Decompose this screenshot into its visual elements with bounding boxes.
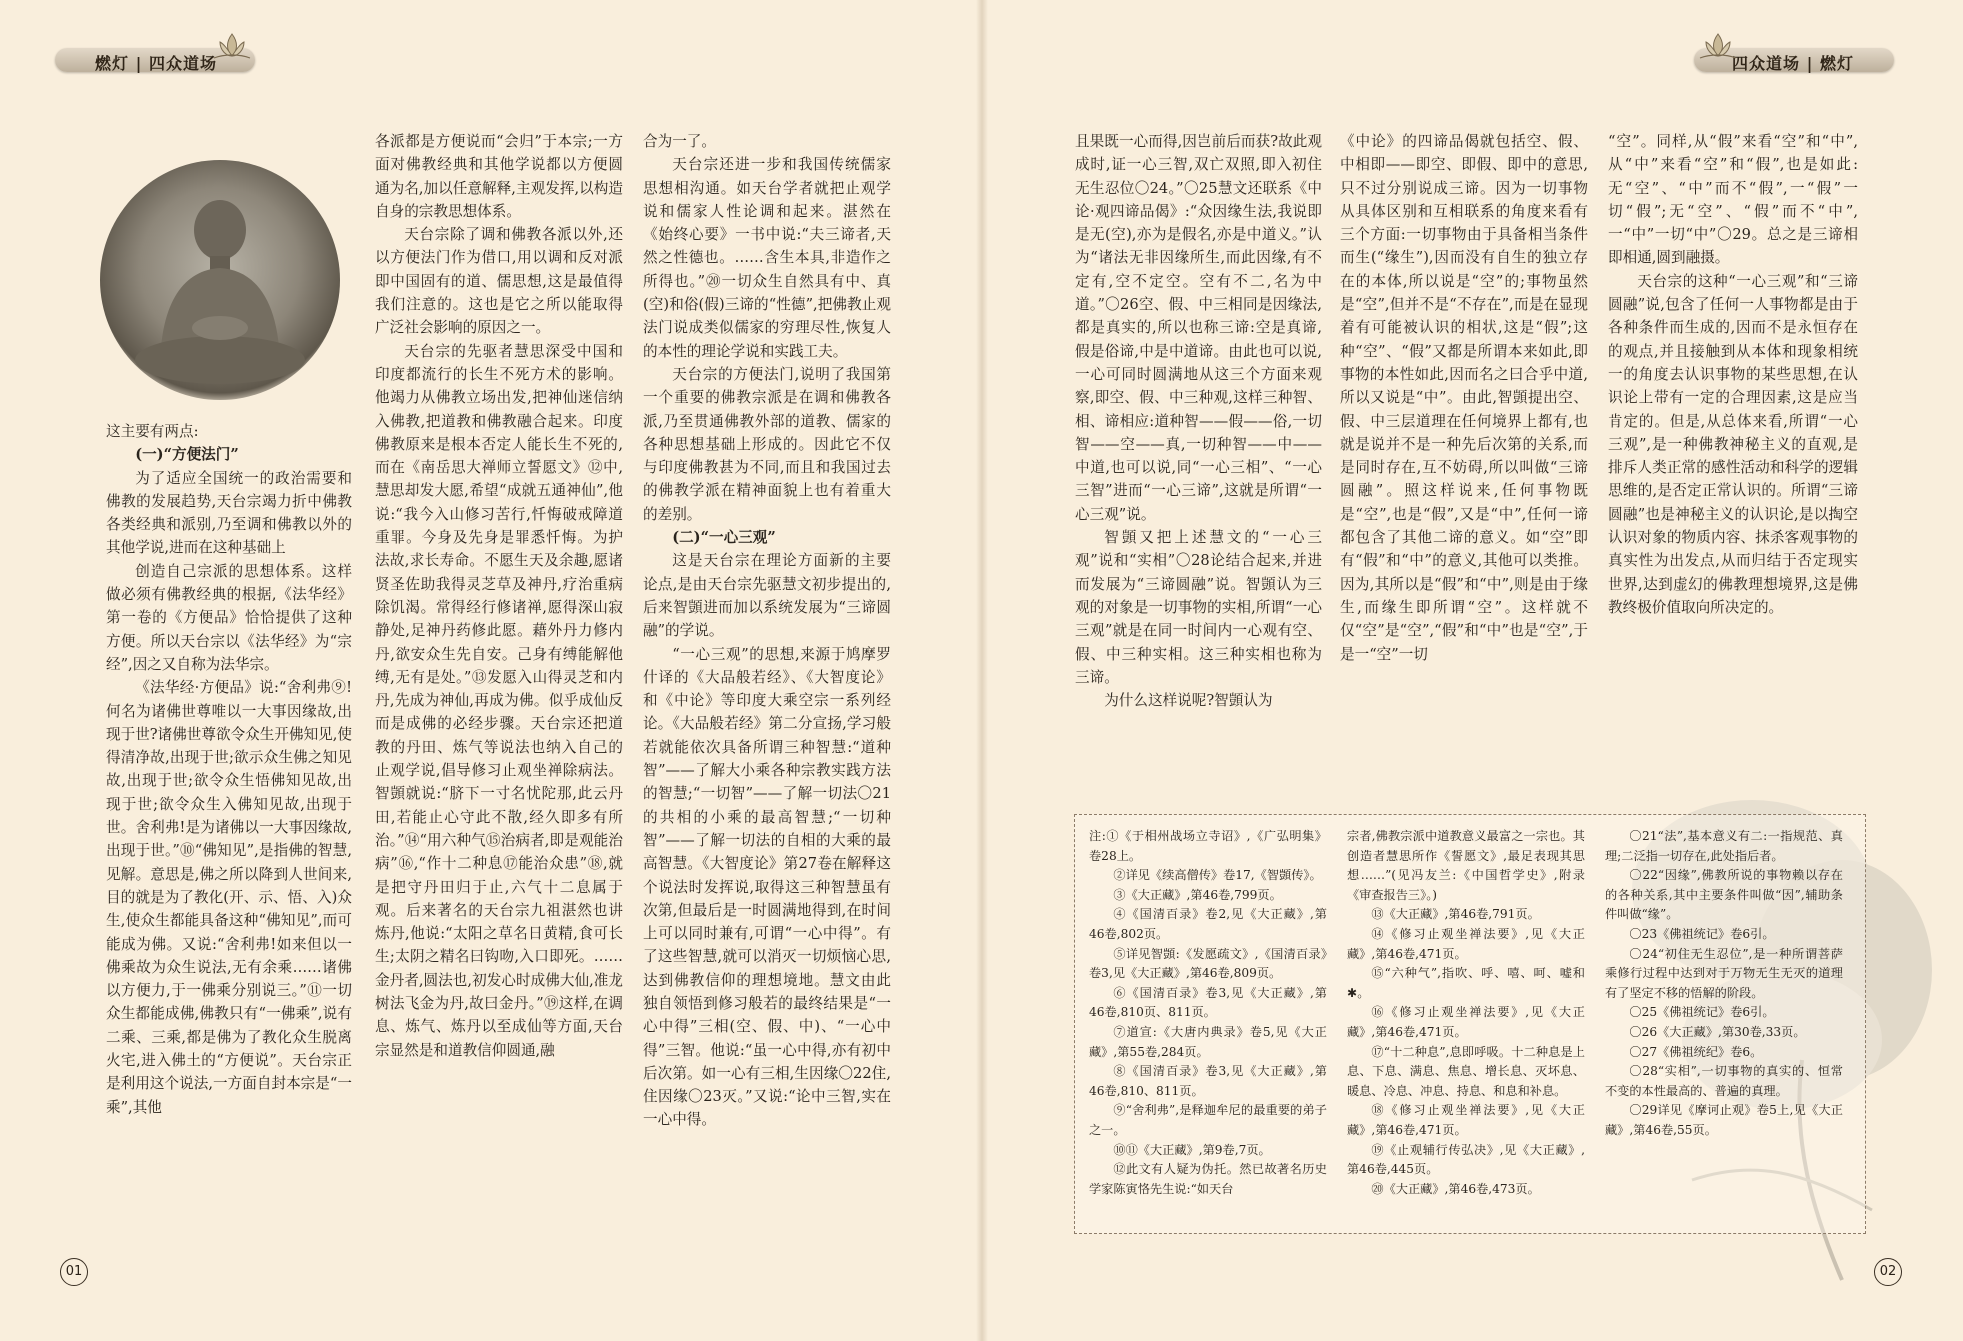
footnote: ③《大正藏》,第46卷,799页。 — [1113, 887, 1282, 902]
footnote: 〇25《佛祖统记》卷6引。 — [1629, 1005, 1775, 1020]
footnote: 〇27《佛祖统纪》卷6。 — [1629, 1044, 1763, 1059]
footnote: ⑯《修习止观坐禅法要》,见《大正藏》,第46卷,471页。 — [1347, 1005, 1585, 1039]
footnote: 〇23《佛祖统记》卷6引。 — [1629, 926, 1775, 941]
footnote: ⑳《大正藏》,第46卷,473页。 — [1371, 1181, 1540, 1196]
footnote: 〇22“因缘”,佛教所说的事物赖以存在的各种关系,其中主要条件叫做“因”,辅助条件叫做“缘”。 — [1605, 868, 1843, 922]
footnote: ⑤详见智顗:《发愿疏文》,《国清百录》卷3,见《大正藏》,第46卷,809页。 — [1089, 946, 1327, 981]
text-column-a — [106, 420, 352, 1119]
paragraph: 合为一了。 — [643, 133, 716, 150]
footnote: ②详见《续高僧传》卷17,《智顗传》。 — [1113, 868, 1322, 883]
paragraph: 天台宗的这种“一心三观”和“三谛圆融”说,包含了任何一人事物都是由于各种条件而生成的,因而不是永恒存在的观点,并且接触到从本体和现象相统一的角度去认识事物的某些思想,在认识论上带有一定的合理因素,这是应当肯定的。但是,从总体来看,所谓“一心三观”,是一种佛教神秘主义的直观,是排斥人类正常的感性活动和科学的逻辑思维的,是否定正常认识的。所谓“三谛圆融”也是神秘主义的认识论,是以掏空认识对象的物质内容、抹杀客观事物的真实性为出发点,从而归结于否定现实世界,达到虚幻的佛教理想境界,这是佛教终极价值取向所决定的。 — [1608, 272, 1858, 616]
footnote: 〇21“法”,基本意义有二:一指规范、真理;二泛指一切存在,此处指后者。 — [1605, 829, 1843, 863]
text-column-d — [1075, 130, 1322, 712]
paragraph: “空”。同样,从“假”来看“空”和“中”,从“中”来看“空”和“假”,也是如此:无“空”、“中”而不“假”,一“假”一切“假”;无“空”、“假”而不“中”,一“中”一切“中”〇29。总之是三谛相即相通,圆到融摄。 — [1608, 133, 1858, 267]
header-title-left: 燃灯 | 四众道场 — [95, 54, 217, 73]
footnote: ⑩⑪《大正藏》,第9卷,7页。 — [1113, 1142, 1271, 1157]
page-number-left: 01 — [60, 1258, 88, 1286]
footnote: ⑲《止观辅行传弘决》,见《大正藏》,第46卷,445页。 — [1347, 1142, 1585, 1177]
footnote: ⑬《大正藏》,第46卷,791页。 — [1371, 907, 1540, 922]
paragraph: 为什么这样说呢?智顗认为 — [1104, 692, 1273, 710]
footnotes-column-1 — [1089, 827, 1327, 1199]
lotus-ornament-icon — [212, 30, 252, 62]
section-heading: (一)“方便法门” — [135, 446, 239, 464]
paragraph: 这是天台宗在理论方面新的主要论点,是由天台宗先驱慧文初步提出的,后来智顗进而加以系统发展为“三谛圆融”的学说。 — [643, 552, 891, 640]
footnote: 〇28“实相”,一切事物的真实的、恒常不变的本性最高的、普遍的真理。 — [1605, 1064, 1843, 1098]
footnote: ⑦道宣:《大唐内典录》卷5,见《大正藏》,第55卷,284页。 — [1089, 1024, 1327, 1059]
footnote: 〇29详见《摩诃止观》卷5上,见《大正藏》,第46卷,55页。 — [1605, 1103, 1843, 1137]
paragraph: 创造自己宗派的思想体系。这样做必须有佛教经典的根据,《法华经》第一卷的《方便品》恰恰提供了这种方便。所以天台宗以《法华经》为“宗经”,因之又自称为法华宗。 — [106, 562, 352, 673]
footnotes-column-3 — [1605, 827, 1843, 1141]
footnote: ⑧《国清百录》卷3,见《大正藏》,第46卷,810、811页。 — [1089, 1064, 1327, 1098]
text-column-c — [643, 130, 891, 1132]
footnote: ⑱《修习止观坐禅法要》,见《大正藏》,第46卷,471页。 — [1347, 1103, 1585, 1137]
footnote: ⑥《国清百录》卷3,见《大正藏》,第46卷,810页、811页。 — [1089, 985, 1327, 1020]
paragraph: 为了适应全国统一的政治需要和佛教的发展趋势,天台宗竭力折中佛教各类经典和派别,乃至调和佛教以外的其他学说,进而在这种基础上 — [106, 469, 352, 557]
header-title-right: 四众道场 | 燃灯 — [1732, 54, 1854, 73]
lotus-ornament-icon — [1698, 30, 1738, 62]
paragraph: 各派都是方便说而“会归”于本宗;一方面对佛教经典和其他学说都以方便圆通为名,加以任意解释,主观发挥,以构造自身的宗教思想体系。 — [375, 133, 623, 220]
statue-photo — [100, 160, 340, 400]
right-page — [982, 0, 1963, 1341]
page-number-right: 02 — [1874, 1258, 1902, 1286]
footnote: ⑮“六种气”,指吹、呼、嘻、呵、嘘和✱。 — [1347, 966, 1585, 1000]
paragraph: 《法华经·方便品》说:“舍利弗⑨!何名为诸佛世尊唯以一大事因缘故,出现于世?诸佛世尊欲令众生开佛知见,使得清净故,出现于世;欲示众生佛之知见故,出现于世;欲令众生悟佛知见故,出现于世;欲令众生入佛知见故,出现于世。舍利弗!是为诸佛以一大事因缘故,出现于世。”⑩“佛知见”,是指佛的智慧,见解。意思是,佛之所以降到人世间来,目的就是为了教化(开、示、悟、入)众生,使众生都能具备这种“佛知见”,而可能成为佛。又说:“舍利弗!如来但以一佛乘故为众生说法,无有余乘……诸佛以方便力,于一佛乘分别说三。”⑪一切众生都能成佛,佛教只有“一佛乘”,说有二乘、三乘,都是佛为了教化众生脱离火宅,进入佛土的“方便说”。天台宗正是利用这个说法,一方面自封本宗是“一乘”,其他 — [106, 679, 352, 1116]
paragraph: 《中论》的四谛品偈就包括空、假、中相即——即空、即假、即中的意思,只不过分别说成三谛。因为一切事物从具体区别和互相联系的角度来看有三个方面:一切事物由于具备相当条件而生(“缘生”),因而没有自生的独立存在的本体,所以说是“空”的;事物虽然是“空”,但并不是“不存在”,而是在显现着有可能被认识的相状,这是“假”;这种“空”、“假”又都是所谓本来如此,即事物的本性如此,因而名之曰合乎中道,所以又说是“中”。由此,智顗提出空、假、中三层道理在任何境界上都有,也就是说并不是一种先后次第的关系,而是同时存在,互不妨碍,所以叫做“三谛圆融”。照这样说来,任何事物既是“空”,也是“假”,又是“中”,任何一谛都包含了其他二谛的意义。如“空”即有“假”和“中”的意义,其他可以类推。因为,其所以是“假”和“中”,则是由于缘生,而缘生即所谓“空”。这样就不仅“空”是“空”,“假”和“中”也是“空”,于是一“空”一切 — [1340, 133, 1588, 663]
section-heading: (二)“一心三观” — [672, 529, 776, 547]
text-column-b — [375, 130, 623, 1062]
text-column-e — [1340, 130, 1588, 666]
footnotes-column-2 — [1347, 827, 1585, 1199]
buddha-statue-drawing — [100, 160, 340, 400]
paragraph: 天台宗的先驱者慧思深受中国和印度都流行的长生不死方术的影响。他竭力从佛教立场出发,把神仙迷信纳入佛教,把道教和佛教融合起来。印度佛教原来是根本否定人能长生不死的,而在《南岳思大禅师立誓愿文》⑫中,慧思却发大愿,希望“成就五通神仙”,他说:“我今入山修习苦行,忏悔破戒障道重罪。今身及先身是罪悉忏悔。为护法故,求长寿命。不愿生天及余趣,愿诸贤圣佐助我得灵芝草及神丹,疗治重病除饥渴。常得经行修诸禅,愿得深山寂静处,足神丹药修此愿。藉外丹力修内丹,欲安众生先自安。己身有缚能解他缚,无有是处。”⑬发愿入山得灵芝和内丹,先成为神仙,再成为佛。似乎成仙反而是成佛的必经步骤。天台宗还把道教的丹田、炼气等说法也纳入自己的止观学说,倡导修习止观坐禅除病法。智顗就说:“脐下一寸名忧陀那,此云丹田,若能止心守此不散,经久即多有所治。”⑭“用六种气⑮治病者,即是观能治病”⑯,“作十二种息⑰能治众患”⑱,就是把守丹田归于止,六气十二息属于观。后来著名的天台宗九祖湛然也讲炼丹,他说:“太阳之草名日黄精,食可长生;太阴之精名曰钩吻,入口即死。……金丹者,圆法也,初发心时成佛大仙,准龙树法飞金为丹,故曰金丹。”⑲这样,在调息、炼气、炼丹以至成仙等方面,天台宗显然是和道教信仰圆通,融 — [375, 342, 623, 1059]
footnotes-box — [1074, 814, 1866, 1234]
footnote: ⑰“十二种息”,息即呼吸。十二种息是上息、下息、满息、焦息、增长息、灭坏息、暖息、冷息、冲息、持息、和息和补息。 — [1347, 1044, 1585, 1098]
paragraph: 天台宗的方便法门,说明了我国第一个重要的佛教宗派是在调和佛教各派,乃至贯通佛教外部的道教、儒家的各种思想基础上形成的。因此它不仅与印度佛教甚为不同,而且和我国过去的佛教学派在精神面貌上也有着重大的差别。 — [643, 365, 891, 523]
paragraph: 天台宗除了调和佛教各派以外,还以方便法门作为借口,用以调和反对派即中国固有的道、儒思想,这是最值得我们注意的。这也是它之所以能取得广泛社会影响的原因之一。 — [375, 226, 623, 337]
footnote: 宗者,佛教宗派中道教意义最富之一宗也。其创造者慧思所作《誓愿文》,最足表现其思想……”(见冯友兰:《中国哲学史》,附录《审查报告三》。) — [1347, 829, 1585, 902]
footnote: 〇24“初住无生忍位”,是一种所谓菩萨乘修行过程中达到对于万物无生无灭的道理有了坚定不移的悟解的阶段。 — [1605, 946, 1843, 1000]
footnote: 〇26《大正藏》,第30卷,33页。 — [1629, 1024, 1806, 1039]
paragraph: “一心三观”的思想,来源于鸠摩罗什译的《大品般若经》、《大智度论》和《中论》等印度大乘空宗一系列经论。《大品般若经》第二分宣扬,学习般若就能依次具备所谓三种智慧:“道种智”——了解大小乘各种宗教实践方法的智慧;“一切智”——了解一切法〇21的共相的小乘的最高智慧;“一切种智”——了解一切法的自相的大乘的最高智慧。《大智度论》第27卷在解释这个说法时发挥说,取得这三种智慧虽有次第,但最后是一时圆满地得到,在时间上可以同时兼有,可谓“一心中得”。有了这些智慧,就可以消灭一切烦恼心思,达到佛教信仰的理想境地。慧文由此独自领悟到修习般若的最终结果是“一心中得”三相(空、假、中)、“一心中得”三智。他说:“虽一心中得,亦有初中后次第。如一心有三相,生因缘〇22住,住因缘〇23灭。”又说:“论中三智,实在一心中得。 — [643, 645, 891, 1129]
footnote: ⑨“舍利弗”,是释迦牟尼的最重要的弟子之一。 — [1089, 1103, 1327, 1137]
paragraph: 智顗又把上述慧文的“一心三观”说和“实相”〇28论结合起来,并进而发展为“三谛圆融”说。智顗认为三观的对象是一切事物的实相,所谓“一心三观”就是在同一时间内一心观有空、假、中三种实相。这三种实相也称为三谛。 — [1075, 529, 1322, 686]
footnote: ⑭《修习止观坐禅法要》,见《大正藏》,第46卷,471页。 — [1347, 926, 1585, 961]
footnote: ④《国清百录》卷2,见《大正藏》,第46卷,802页。 — [1089, 907, 1327, 941]
paragraph: 且果既一心而得,因岂前后而获?故此观成时,证一心三智,双亡双照,即入初住无生忍位〇24。”〇25慧文还联系《中论·观四谛品偈》:“众因缘生法,我说即是无(空),亦为是假名,亦是中道义。”认为“诸法无非因缘所生,而此因缘,有不定有,空不定空。空有不二,名为中道。”〇26空、假、中三相同是因缘法,都是真实的,所以也称三谛:空是真谛,假是俗谛,中是中道谛。由此也可以说,一心可同时圆满地从这三个方面来观察,即空、假、中三种观,这样三种智、相、谛相应:道种智——假——俗,一切智——空——真,一切种智——中——中道,也可以说,同“一心三相”、“一心三智”进而“一心三谛”,这就是所谓“一心三观”说。 — [1075, 133, 1322, 523]
left-page — [0, 0, 981, 1341]
footnote: 注:①《于相州战场立寺诏》,《广弘明集》卷28上。 — [1089, 829, 1327, 863]
text-column-f — [1608, 130, 1858, 619]
paragraph: 这主要有两点: — [106, 423, 199, 440]
paragraph: 天台宗还进一步和我国传统儒家思想相沟通。如天台学者就把止观学说和儒家人性论调和起来。湛然在《始终心要》一书中说:“夫三谛者,天然之性德也。……含生本具,非造作之所得也。”⑳一切众生自然具有中、真(空)和俗(假)三谛的“性德”,把佛教止观法门说成类似儒家的穷理尽性,恢复人的本性的理论学说和实践工夫。 — [643, 156, 891, 360]
footnote: ⑫此文有人疑为伪托。然已故著名历史学家陈寅恪先生说:“如天台 — [1089, 1162, 1327, 1196]
